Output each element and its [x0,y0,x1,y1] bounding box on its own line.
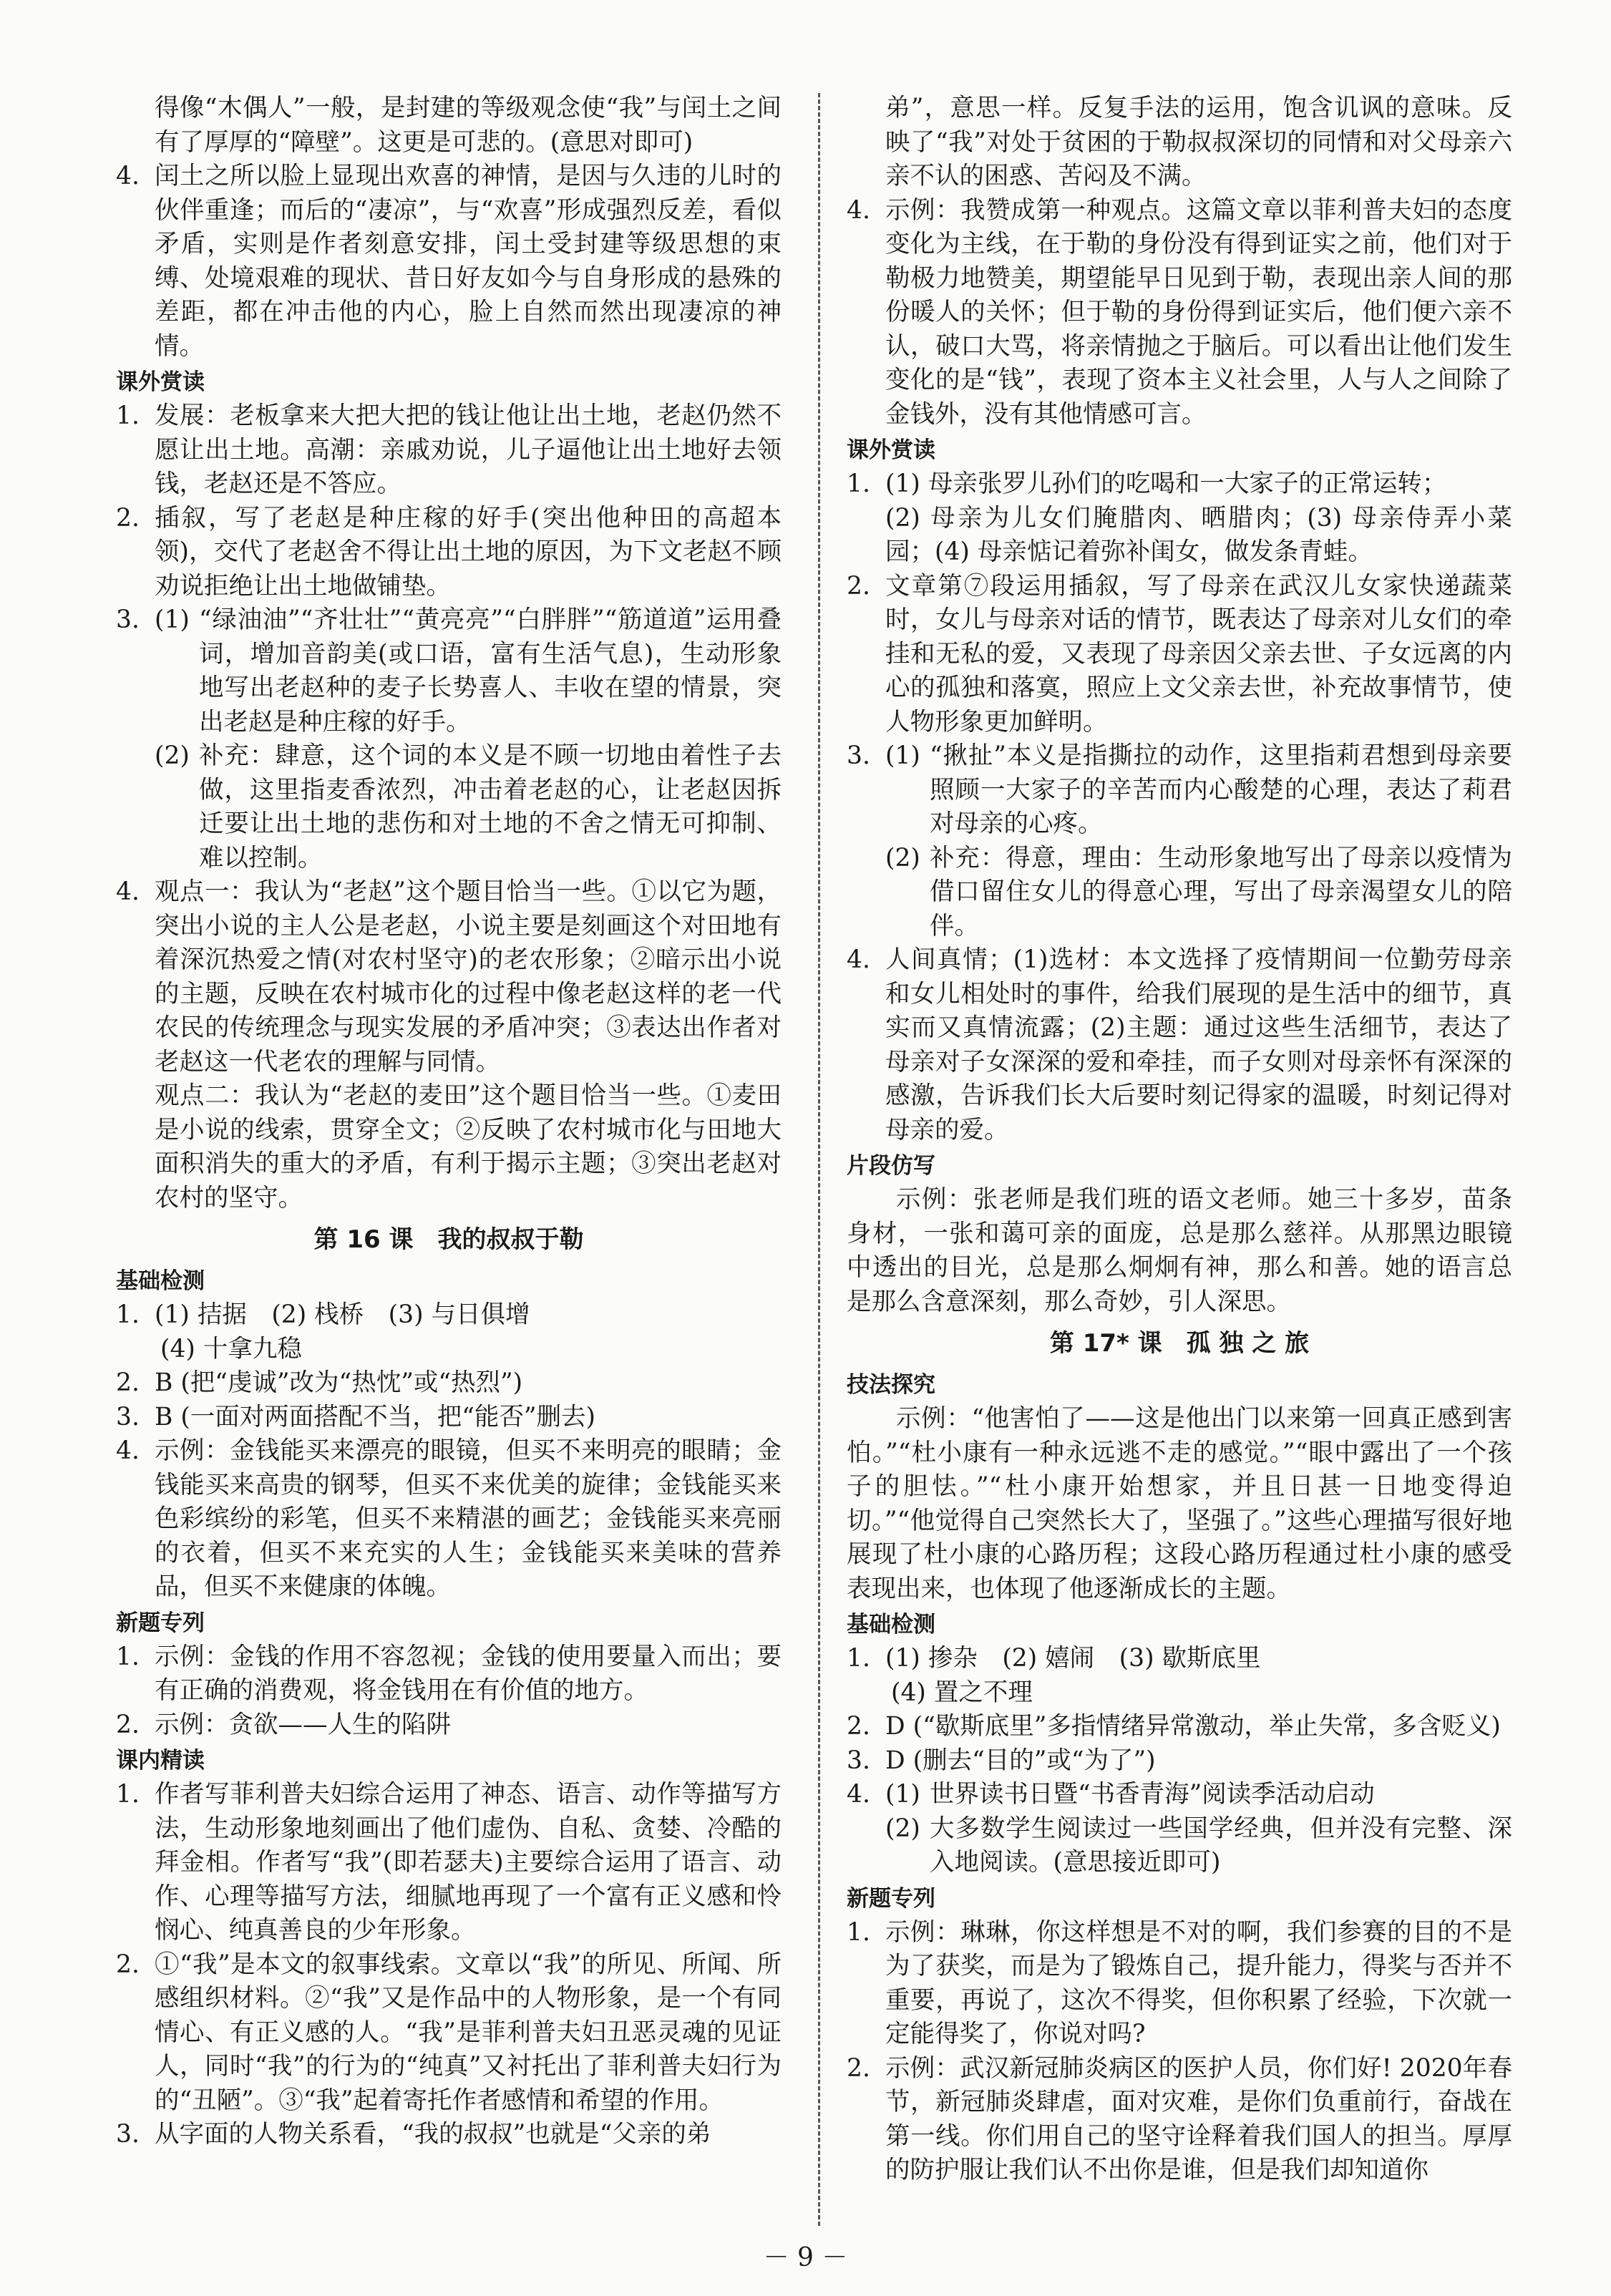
list-item: 1. (1) 掺杂 (2) 嬉闹 (3) 歇斯底里 (4) 置之不理 [847,1644,1261,1707]
paragraph: 示例：张老师是我们班的语文老师。她三十多岁，苗条身材，一张和蔼可亲的面庞，总是那么慈祥。从那黑边眼镜中透出的目光，总是那么炯炯有神，那么和善。她的语言总是那么含意深刻，那么奇妙，引人深思。 [847,1185,1512,1316]
list-item: 1. 作者写菲利普夫妇综合运用了神态、语言、动作等描写方法，生动形象地刻画出了他们虚伪、自私、贪婪、冷酷的拜金相。作者写“我”(即若瑟夫)主要综合运用了语言、动作、心理等描写方法，细腻地再现了一个富有正义感和怜悯心、纯真善良的少年形象。 [116,1780,782,1945]
list-item: 3. B (一面对两面搭配不当，把“能否”删去) [116,1402,596,1431]
section-heading: 片段仿写 [847,1153,935,1179]
section-heading: 新题专列 [116,1610,205,1636]
sub-item: (1) 世界读书日暨“书香青海”阅读季活动启动 [885,1780,1375,1809]
page-number: － 9 － [763,2243,848,2272]
sub-item: (2) 大多数学生阅读过一些国学经典，但并没有完整、深入地阅读。(意思接近即可) [885,1814,1512,1877]
lesson-title: 第 17* 课 孤 独 之 旅 [1049,1329,1310,1358]
list-item: 2. B (把“虔诚”改为“热忱”或“热烈”) [116,1368,523,1397]
section-heading: 技法探究 [847,1372,935,1398]
sub-item: (1) “绿油油”“齐壮壮”“黄亮亮”“白胖胖”“筋道道”运用叠词，增加音韵美(或口语，富有生活气息)，生动形象地写出老赵种的麦子长势喜人、丰收在望的情景，突出老赵是种庄稼的好手。 [155,605,782,736]
paragraph: 示例：“他害怕了——这是他出门以来第一回真正感到害怕。”“杜小康有一种永远逃不走的感觉。”“眼中露出了一个孩子的胆怯。”“杜小康开始想家，并且日甚一日地变得迫切。”“他觉得自己突然长大了，坚强了。”这些心理描写很好地展现了杜小康的心路历程；这段心路历程通过杜小康的感受表现出来，也体现了他逐渐成长的主题。 [847,1404,1512,1603]
list-item: 3. D (删去“目的”或“为了”) [847,1746,1156,1775]
list-item: 1. 示例：琳琳，你这样想是不对的啊，我们参赛的目的不是为了获奖，而是为了锻炼自己，提升能力，得奖与否并不重要，再说了，这次不得奖，但你积累了经验，下次就一定能得奖了，你说对吗? [847,1917,1512,2048]
section-heading: 基础检测 [116,1268,205,1294]
list-item: 2. D (“歇斯底里”多指情绪异常激动，举止失常，多含贬义) [847,1712,1501,1741]
sub-item: (1) “揪扯”本义是指撕拉的动作，这里指莉君想到母亲要照顾一大家子的辛苦而内心酸楚的心理，表达了莉君对母亲的心疼。 [885,741,1512,838]
continued-answer: 得像“木偶人”一般，是封建的等级观念使“我”与闰土之间有了厚厚的“障壁”。这更是可悲的。(意思对即可) [155,94,782,157]
list-item: 2. ①“我”是本文的叙事线索。文章以“我”的所见、所闻、所感组织材料。②“我”又是作品中的人物形象，是一个有同情心、有正义感的人。“我”是菲利普夫妇丑恶灵魂的见证人，同时“我”的行为的“纯真”又衬托出了菲利普夫妇行为的“丑陋”。③“我”起着寄托作者感情和希望的作用。 [116,1950,782,2115]
column-divider [818,93,820,2226]
list-item: 1. (1) 母亲张罗儿孙们的吃喝和一大家子的正常运转； (2) 母亲为儿女们腌腊肉、晒腊肉；(3) 母亲侍弄小菜园；(4) 母亲惦记着弥补闺女，做发条青蛙。 [847,470,1512,566]
list-item: 2. 文章第⑦段运用插叙，写了母亲在武汉儿女家快递蔬菜时，女儿与母亲对话的情节，既表达了母亲对儿女们的牵挂和无私的爱，又表现了母亲因父亲去世、子女远离的内心的孤独和落寞，照应上文父亲去世，补充故事情节，使人物形象更加鲜明。 [847,571,1512,736]
list-item: 4. 人间真情；(1)选材：本文选择了疫情期间一位勤劳母亲和女儿相处时的事件，给我们展现的是生活中的细节，真实而又真情流露；(2)主题：通过这些生活细节，表达了母亲对子女深深的爱和牵挂，而子女则对母亲怀有深深的感激，告诉我们长大后要时刻记得家的温暖，时刻记得对母亲的爱。 [847,945,1512,1144]
list-item: 2. 插叙，写了老赵是种庄稼的好手(突出他种田的高超本领)，交代了老赵舍不得让出土地的原因，为下文老赵不顾劝说拒绝让出土地做铺垫。 [116,503,782,600]
section-heading: 课外赏读 [116,369,205,395]
section-heading: 课内精读 [116,1748,205,1774]
section-heading: 新题专列 [847,1885,935,1912]
list-item: 4. 示例：金钱能买来漂亮的眼镜，但买不来明亮的眼睛；金钱能买来高贵的钢琴，但买不来优美的旋律；金钱能买来色彩缤纷的彩笔，但买不来精湛的画艺；金钱能买来亮丽的衣着，但买不来充实的人生；金钱能买来美味的营养品，但买不来健康的体魄。 [116,1436,782,1601]
list-item: 1. 示例：金钱的作用不容忽视；金钱的使用要量入而出；要有正确的消费观，将金钱用在有价值的地方。 [116,1642,782,1705]
list-item: 4. 闰土之所以脸上显现出欢喜的神情，是因与久违的儿时的伙伴重逢；而后的“凄凉”，与“欢喜”形成强烈反差，看似矛盾，实则是作者刻意安排，闰土受封建等级思想的束缚、处境艰难的现状、昔日好友如今与自身形成的悬殊的差距，都在冲击他的内心，脸上自然而然出现凄凉的神情。 [116,162,782,361]
right-column [847,92,1512,2188]
list-item: 4. 示例：我赞成第一种观点。这篇文章以菲利普夫妇的态度变化为主线，在于勒的身份没有得到证实之前，他们对于勒极力地赞美，期望能早日见到于勒，表现出亲人间的那份暖人的关怀；但于勒的身份得到证实后，他们便六亲不认，破口大骂，将亲情抛之于脑后。可以看出让他们发生变化的是“钱”，表现了资本主义社会里，人与人之间除了金钱外，没有其他情感可言。 [847,195,1512,429]
list-item: 1. (1) 拮据 (2) 栈桥 (3) 与日俱增 (4) 十拿九稳 [116,1300,530,1363]
list-item: 2. 示例：贪欲——人生的陷阱 [116,1710,451,1739]
section-heading: 课外赏读 [847,437,935,463]
list-item: 3. (1) “揪扯”本义是指撕拉的动作，这里指莉君想到母亲要照顾一大家子的辛苦而内心酸楚的心理，表达了莉君对母亲的心疼。 (2) 补充：得意，理由：生动形象地写出了母亲以疫情为借口留住女儿的得意心理，写出了母亲渴望女儿的陪伴。 [847,739,1512,943]
continued-answer: 弟”，意思一样。反复手法的运用，饱含讥讽的意味。反映了“我”对处于贫困的于勒叔叔深切的同情和对父母亲六亲不认的困惑、苦闷及不满。 [885,94,1512,190]
list-item: 3. 从字面的人物关系看，“我的叔叔”也就是“父亲的弟 [116,2120,711,2149]
list-item: 2. 示例：武汉新冠肺炎病区的医护人员，你们好! 2020年春节，新冠肺炎肆虐，面对灾难，是你们负重前行，奋战在第一线。你们用自己的坚守诠释着我们国人的担当。厚厚的防护服让我们认不出你是谁，但是我们却知道你 [847,2053,1512,2184]
section-heading: 基础检测 [847,1612,935,1638]
list-item: 3. (1) “绿油油”“齐壮壮”“黄亮亮”“白胖胖”“筋道道”运用叠词，增加音韵美(或口语，富有生活气息)，生动形象地写出老赵种的麦子长势喜人、丰收在望的情景，突出老赵是种庄稼的好手。 (2) 补充：肆意，这个词的本义是不顾一切地由着性子去做，这里指麦香浓烈，冲击着老赵的心，让老赵因拆迁要让出土地的悲伤和对土地的不舍之情无可抑制、难以控制。 [116,603,782,875]
list-item: 4. (1) 世界读书日暨“书香青海”阅读季活动启动 (2) 大多数学生阅读过一些国学经典，但并没有完整、深入地阅读。(意思接近即可) [847,1778,1512,1880]
lesson-title: 第 16 课 我的叔叔于勒 [313,1225,584,1254]
sub-item: (2) 补充：肆意，这个词的本义是不顾一切地由着性子去做，这里指麦香浓烈，冲击着老赵的心，让老赵因拆迁要让出土地的悲伤和对土地的不舍之情无可抑制、难以控制。 [155,741,782,872]
list-item: 4. 观点一：我认为“老赵”这个题目恰当一些。①以它为题，突出小说的主人公是老赵，小说主要是刻画这个对田地有着深沉热爱之情(对农村坚守)的老农形象；②暗示出小说的主题，反映在农村城市化的过程中像老赵这样的老一代农民的传统理念与现实发展的矛盾冲突；③表达出作者对老赵这一代老农的理解与同情。 观点二：我认为“老赵的麦田”这个题目恰当一些。①麦田是小说的线索，贯穿全文；②反映了农村城市化与田地大面积消失的重大的矛盾，有利于揭示主题；③突出老赵对农村的坚守。 [116,877,782,1212]
sub-item: (2) 补充：得意，理由：生动形象地写出了母亲以疫情为借口留住女儿的得意心理，写出了母亲渴望女儿的陪伴。 [885,843,1512,940]
left-column [116,92,782,2152]
list-item: 1. 发展：老板拿来大把大把的钱让他让出土地，老赵仍然不愿让出土地。高潮：亲戚劝说，儿子逼他让出土地好去领钱，老赵还是不答应。 [116,402,782,498]
